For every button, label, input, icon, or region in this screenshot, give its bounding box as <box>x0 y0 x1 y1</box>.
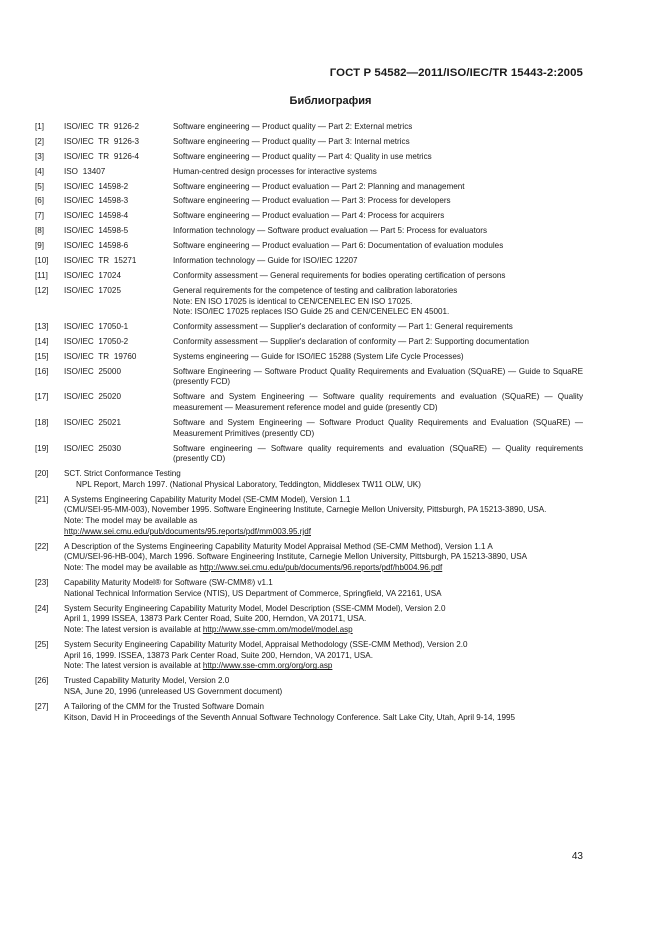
reference-title: A Description of the Systems Engineering Capability Maturity Model Appraisal Method (SE-CMM Method), Version 1.1 A <box>64 541 493 551</box>
standard-code: ISO/IEC TR 9126-3 <box>64 136 140 146</box>
reference-description <box>173 322 583 333</box>
standard-code: ISO/IEC TR 9126-4 <box>64 151 140 161</box>
standard-code: ISO/IEC TR 15271 <box>64 256 137 266</box>
list-item <box>35 271 583 282</box>
reference-number: [16] <box>35 366 49 376</box>
reference-number: [15] <box>35 351 49 361</box>
list-item <box>35 578 583 599</box>
standard-code: ISO/IEC 14598-4 <box>64 211 129 221</box>
standard-code: ISO/IEC 14598-2 <box>64 181 129 191</box>
reference-link[interactable]: http://www.sei.cmu.edu/pub/documents/95.reports/pdf/mm003.95.rjdf <box>64 526 311 536</box>
reference-number: [2] <box>35 136 44 146</box>
reference-number: [23] <box>35 578 49 588</box>
description-line: Human-centred design processes for interactive systems <box>173 166 377 176</box>
reference-description <box>64 495 583 538</box>
reference-description <box>64 542 583 574</box>
list-item <box>35 241 583 252</box>
description-line: Kitson, David H in Proceedings of the Seventh Annual Software Technology Conference. Salt Lake City, Utah, April 9-14, 1995 <box>64 712 515 722</box>
description-line: Software engineering — Product quality — Part 3: Internal metrics <box>173 136 410 146</box>
description-line: Systems engineering — Guide for ISO/IEC 15288 (System Life Cycle Processes) <box>173 351 464 361</box>
standard-code: ISO/IEC TR 9126-2 <box>64 122 140 131</box>
reference-link[interactable]: http://www.sei.cmu.edu/pub/documents/96.reports/pdf/hb004.96.pdf <box>199 563 443 573</box>
standard-code: ISO/IEC 25021 <box>64 417 121 427</box>
list-item <box>35 286 583 318</box>
description-line: Software Engineering — Software Product Quality Requirements and Evaluation (SQuaRE) — Guide to SquaRE (presently FCD) <box>173 366 583 387</box>
standard-code: ISO/IEC 14598-6 <box>64 241 129 251</box>
description-line: Software engineering — Product evaluation — Part 4: Process for acquirers <box>173 211 445 221</box>
reference-description <box>173 286 583 318</box>
reference-title: A Tailoring of the CMM for the Trusted Software Domain <box>64 701 265 711</box>
description-line: NSA, June 20, 1996 (unreleased US Government document) <box>64 686 283 696</box>
reference-title: System Security Engineering Capability Maturity Model, Appraisal Methodology (SSE-CMM Method), Version 2.0 <box>64 639 468 649</box>
description-line: Software engineering — Product evaluation — Part 3: Process for developers <box>173 196 451 206</box>
description-line: Note: EN ISO 17025 is identical to CEN/CENELEC EN ISO 17025. <box>173 296 413 306</box>
reference-number: [12] <box>35 285 49 295</box>
list-item <box>35 352 583 363</box>
list-item <box>35 495 583 538</box>
note-line <box>64 625 583 636</box>
reference-description <box>173 367 583 388</box>
reference-number: [4] <box>35 166 44 176</box>
reference-number: [24] <box>35 603 49 613</box>
reference-number: [3] <box>35 151 44 161</box>
list-item <box>35 640 583 672</box>
reference-description <box>64 469 583 490</box>
description-line: April 1, 1999 ISSEA, 13873 Park Center Road, Suite 200, Herndon, VA 20171, USA. <box>64 614 367 624</box>
description-line: Software and System Engineering — Software Product Quality Requirements and Evaluation (SQuaRE) — Measurement Primitives (presently CD) <box>173 417 583 438</box>
note-text: Note: The model may be available as <box>64 563 198 573</box>
reference-number: [7] <box>35 211 44 221</box>
description-line: Software and System Engineering — Software quality requirements and evaluation (SQuaRE) — Quality measurement — Measurement reference model and guide (presently CD) <box>173 392 583 413</box>
note-text: Note: The latest version is available at <box>64 661 201 671</box>
standard-code: ISO/IEC 25000 <box>64 366 121 376</box>
standard-code: ISO 13407 <box>64 166 106 176</box>
reference-description <box>173 444 583 465</box>
description-line: Software engineering — Product evaluation — Part 2: Planning and management <box>173 181 465 191</box>
description-line: NPL Report, March 1997. (National Physical Laboratory, Teddington, Middlesex TW11 OLW, UK) <box>76 479 421 489</box>
reference-title: Capability Maturity Model® for Software (SW-CMM®) v1.1 <box>64 578 273 588</box>
note-text: Note: The latest version is available at <box>64 625 201 635</box>
reference-number: [9] <box>35 241 44 251</box>
reference-description <box>173 122 583 133</box>
reference-title: System Security Engineering Capability Maturity Model, Model Description (SSE-CMM Model), Version 2.0 <box>64 603 446 613</box>
list-item <box>35 256 583 267</box>
reference-description <box>173 392 583 413</box>
list-item <box>35 676 583 697</box>
reference-description <box>173 211 583 222</box>
list-item <box>35 444 583 465</box>
list-item <box>35 137 583 148</box>
standard-header: ГОСТ Р 54582—2011/ISO/IEC/TR 15443-2:2005 <box>329 67 583 79</box>
description-line: Conformity assessment — Supplier's declaration of conformity — Part 2: Supporting documentation <box>173 336 530 346</box>
description-line: Software engineering — Product quality — Part 2: External metrics <box>173 122 413 131</box>
reference-link[interactable]: http://www.sse-cmm.om/model/model.asp <box>202 625 353 635</box>
reference-number: [10] <box>35 256 49 266</box>
reference-link[interactable]: http://www.sse-cmm.org/org/org.asp <box>202 661 333 671</box>
note-line <box>64 563 583 574</box>
reference-number: [19] <box>35 443 49 453</box>
list-item <box>35 211 583 222</box>
list-item <box>35 226 583 237</box>
standard-code: ISO/IEC 14598-3 <box>64 196 129 206</box>
bibliography-list <box>35 122 583 727</box>
description-line: Conformity assessment — Supplier's declaration of conformity — Part 1: General requirements <box>173 322 513 332</box>
reference-number: [11] <box>35 270 48 280</box>
list-item <box>35 337 583 348</box>
description-line: General requirements for the competence of testing and calibration laboratories <box>173 285 458 295</box>
standard-code: ISO/IEC 14598-5 <box>64 226 129 236</box>
standard-code: ISO/IEC TR 19760 <box>64 351 137 361</box>
description-line: (CMU/SEI-96-HB-004), March 1996. Software Engineering Institute, Carnegie Mellon University, Pittsburgh, PA 15213-3890, USA <box>64 552 528 562</box>
description-line: April 16, 1999. ISSEA, 13873 Park Center Road, Suite 200, Herndon, VA 20171, USA. <box>64 650 373 660</box>
reference-description <box>173 152 583 163</box>
reference-number: [8] <box>35 226 44 236</box>
description-line: Conformity assessment — General requirements for bodies operating certification of persons <box>173 270 506 280</box>
description-line: (CMU/SEI-95-MM-003), November 1995. Software Engineering Institute, Carnegie Mellon University, Pittsburgh, PA 15213-3890, USA. <box>64 505 547 515</box>
description-line: Software engineering — Software quality requirements and evaluation (SQuaRE) — Quality requirements (presently CD) <box>173 443 583 464</box>
list-item <box>35 122 583 133</box>
page-number: 43 <box>571 851 583 862</box>
reference-description <box>173 137 583 148</box>
reference-description <box>173 256 583 267</box>
reference-title: Trusted Capability Maturity Model, Version 2.0 <box>64 676 230 686</box>
description-line: Note: The model may be available as <box>64 516 198 526</box>
reference-number: [25] <box>35 639 49 649</box>
list-item <box>35 322 583 333</box>
reference-description <box>173 241 583 252</box>
list-item <box>35 196 583 207</box>
reference-number: [26] <box>35 676 49 686</box>
description-line: Note: ISO/IEC 17025 replaces ISO Guide 25 and CEN/CENELEC EN 45001. <box>173 307 450 317</box>
list-item <box>35 702 583 723</box>
description-line: Information technology — Software product evaluation — Part 5: Process for evaluators <box>173 226 488 236</box>
reference-number: [17] <box>35 392 49 402</box>
reference-number: [27] <box>35 701 49 711</box>
list-item <box>35 418 583 439</box>
reference-description <box>173 226 583 237</box>
reference-description <box>64 578 583 599</box>
reference-description <box>64 640 583 672</box>
reference-number: [5] <box>35 181 44 191</box>
standard-code: ISO/IEC 17050-2 <box>64 336 129 346</box>
reference-description <box>64 676 583 697</box>
reference-number: [21] <box>35 494 49 504</box>
list-item <box>35 367 583 388</box>
standard-code: ISO/IEC 17025 <box>64 285 121 295</box>
reference-description <box>173 196 583 207</box>
reference-number: [6] <box>35 196 44 206</box>
reference-number: [14] <box>35 336 49 346</box>
list-item <box>35 542 583 574</box>
reference-number: [22] <box>35 541 49 551</box>
reference-description <box>173 182 583 193</box>
reference-description <box>64 702 583 723</box>
description-line: Software engineering — Product quality — Part 4: Quality in use metrics <box>173 151 432 161</box>
reference-title: SCT. Strict Conformance Testing <box>64 469 181 479</box>
reference-number: [1] <box>35 122 44 131</box>
reference-number: [20] <box>35 469 49 479</box>
description-line: Software engineering — Product evaluation — Part 6: Documentation of evaluation modules <box>173 241 504 251</box>
standard-code: ISO/IEC 17024 <box>64 270 121 280</box>
list-item <box>35 182 583 193</box>
reference-description <box>173 352 583 363</box>
reference-title: A Systems Engineering Capability Maturity Model (SE-CMM Model), Version 1.1 <box>64 494 351 504</box>
list-item <box>35 392 583 413</box>
reference-description <box>173 337 583 348</box>
standard-code: ISO/IEC 25020 <box>64 392 121 402</box>
reference-description <box>173 271 583 282</box>
standard-code: ISO/IEC 17050-1 <box>64 322 129 332</box>
standard-code: ISO/IEC 25030 <box>64 443 121 453</box>
reference-number: [18] <box>35 417 49 427</box>
list-item <box>35 152 583 163</box>
reference-description <box>173 418 583 439</box>
description-line: Information technology — Guide for ISO/IEC 12207 <box>173 256 358 266</box>
list-item <box>35 167 583 178</box>
list-item <box>35 604 583 636</box>
page-title: Библиография <box>289 95 372 107</box>
reference-description <box>64 604 583 636</box>
list-item <box>35 469 583 490</box>
note-line <box>64 661 583 672</box>
description-line: National Technical Information Service (NTIS), US Department of Commerce, Springfield, VA 22161, USA <box>64 588 442 598</box>
reference-description <box>173 167 583 178</box>
reference-number: [13] <box>35 322 49 332</box>
